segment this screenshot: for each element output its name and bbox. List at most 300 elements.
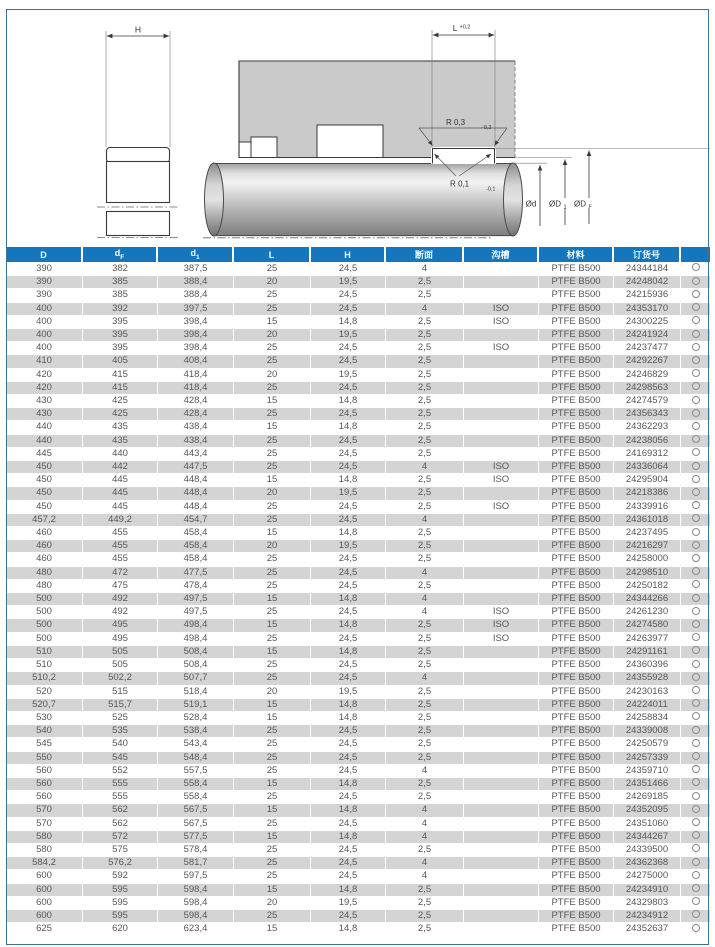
table-cell: [464, 698, 539, 711]
table-cell: 20: [234, 685, 311, 698]
table-cell: 24,5: [311, 447, 386, 460]
table-cell: 14,8: [311, 777, 386, 790]
table-cell: 24248042: [614, 275, 681, 288]
table-cell: 15: [234, 777, 311, 790]
table-row: [6, 407, 710, 420]
table-body: [6, 262, 710, 935]
table-cell: PTFE B500: [539, 618, 614, 631]
table-cell: 2,5: [386, 552, 464, 565]
availability-circle-icon: [692, 567, 700, 575]
table-cell: [464, 922, 539, 935]
table-row: [6, 764, 710, 777]
table-cell: 15: [234, 883, 311, 896]
table-cell: 19,5: [311, 685, 386, 698]
table-row: [6, 869, 710, 882]
availability-cell: [681, 434, 710, 447]
availability-circle-icon: [692, 488, 700, 496]
table-cell: 24274580: [614, 618, 681, 631]
seal-lower-section: [107, 212, 170, 236]
table-cell: 454,7: [158, 513, 234, 526]
table-cell: 25: [234, 302, 311, 315]
availability-cell: [681, 552, 710, 565]
table-row: [6, 328, 710, 341]
table-cell: 2,5: [386, 341, 464, 354]
table-cell: 2,5: [386, 328, 464, 341]
table-cell: 24224011: [614, 698, 681, 711]
table-cell: 24,5: [311, 909, 386, 922]
table-cell: 567,5: [158, 817, 234, 830]
table-cell: 14,8: [311, 830, 386, 843]
table-cell: 502,2: [83, 671, 158, 684]
availability-circle-icon: [692, 673, 700, 681]
availability-circle-icon: [692, 356, 700, 364]
dim-label-r03: R 0,3: [446, 118, 466, 127]
table-cell: 15: [234, 315, 311, 328]
table-cell: 15: [234, 645, 311, 658]
table-row: [6, 896, 710, 909]
availability-circle-icon: [692, 686, 700, 694]
table-cell: 581,7: [158, 856, 234, 869]
table-cell: 15: [234, 698, 311, 711]
table-cell: 557,5: [158, 764, 234, 777]
table-cell: ISO: [464, 618, 539, 631]
table-cell: PTFE B500: [539, 381, 614, 394]
table-cell: 24300225: [614, 315, 681, 328]
availability-cell: [681, 618, 710, 631]
table-cell: 2,5: [386, 777, 464, 790]
table-cell: 497,5: [158, 592, 234, 605]
table-cell: PTFE B500: [539, 368, 614, 381]
dim-label-dia-df-sub: F: [588, 204, 592, 211]
availability-cell: [681, 368, 710, 381]
table-cell: PTFE B500: [539, 843, 614, 856]
table-row: [6, 658, 710, 671]
table-cell: 520,7: [6, 698, 83, 711]
table-cell: 19,5: [311, 368, 386, 381]
table-cell: 24,5: [311, 262, 386, 275]
table-cell: PTFE B500: [539, 579, 614, 592]
table-cell: 24234912: [614, 909, 681, 922]
table-cell: 24336064: [614, 460, 681, 473]
table-cell: [464, 645, 539, 658]
table-cell: [464, 869, 539, 882]
availability-cell: [681, 354, 710, 367]
table-cell: 24298563: [614, 381, 681, 394]
table-cell: 20: [234, 275, 311, 288]
dim-label-h: H: [134, 24, 142, 35]
table-cell: 448,4: [158, 486, 234, 499]
table-cell: 24250182: [614, 579, 681, 592]
table-cell: [464, 856, 539, 869]
table-cell: 560: [6, 764, 83, 777]
size-table-container: [6, 247, 710, 935]
table-cell: 2,5: [386, 579, 464, 592]
table-cell: 20: [234, 328, 311, 341]
availability-cell: [681, 896, 710, 909]
table-cell: [464, 328, 539, 341]
column-header: L: [234, 247, 311, 262]
table-cell: 398,4: [158, 341, 234, 354]
table-cell: 24,5: [311, 843, 386, 856]
table-row: [6, 473, 710, 486]
technical-drawing: [0, 0, 715, 247]
table-cell: 24351060: [614, 817, 681, 830]
table-cell: 24246829: [614, 368, 681, 381]
availability-circle-icon: [692, 858, 700, 866]
dim-label-dia-d1-sub: 1: [563, 204, 567, 211]
availability-cell: [681, 790, 710, 803]
table-cell: 570: [6, 817, 83, 830]
table-cell: 500: [6, 618, 83, 631]
availability-circle-icon: [692, 633, 700, 641]
table-cell: 14,8: [311, 315, 386, 328]
table-cell: 24261230: [614, 605, 681, 618]
table-cell: 388,4: [158, 288, 234, 301]
availability-circle-icon: [692, 831, 700, 839]
table-cell: 24216297: [614, 539, 681, 552]
table-row: [6, 790, 710, 803]
table-cell: 480: [6, 566, 83, 579]
table-cell: 445: [6, 447, 83, 460]
table-cell: 24355928: [614, 671, 681, 684]
table-cell: 24269185: [614, 790, 681, 803]
table-cell: 24,5: [311, 302, 386, 315]
table-cell: 25: [234, 513, 311, 526]
availability-circle-icon: [692, 303, 700, 311]
table-cell: 25: [234, 658, 311, 671]
table-cell: 25: [234, 737, 311, 750]
table-cell: PTFE B500: [539, 632, 614, 645]
table-cell: 575: [83, 843, 158, 856]
table-cell: 455: [83, 539, 158, 552]
availability-cell: [681, 513, 710, 526]
table-cell: ISO: [464, 605, 539, 618]
table-cell: 24344184: [614, 262, 681, 275]
table-cell: 24169312: [614, 447, 681, 460]
table-cell: 500: [6, 592, 83, 605]
table-cell: 25: [234, 671, 311, 684]
table-cell: 2,5: [386, 394, 464, 407]
table-cell: 438,4: [158, 420, 234, 433]
availability-circle-icon: [692, 475, 700, 483]
table-cell: 24218386: [614, 486, 681, 499]
table-cell: 620: [83, 922, 158, 935]
table-cell: PTFE B500: [539, 354, 614, 367]
availability-circle-icon: [692, 554, 700, 562]
dim-label-l: L: [452, 24, 458, 33]
table-cell: [464, 394, 539, 407]
table-cell: 562: [83, 817, 158, 830]
table-cell: 4: [386, 830, 464, 843]
table-cell: 572: [83, 830, 158, 843]
column-header: [681, 247, 710, 262]
table-cell: 25: [234, 843, 311, 856]
table-cell: 2,5: [386, 500, 464, 513]
table-cell: [464, 685, 539, 698]
table-cell: [464, 539, 539, 552]
table-cell: 4: [386, 869, 464, 882]
table-row: [6, 354, 710, 367]
table-cell: 435: [83, 434, 158, 447]
table-cell: PTFE B500: [539, 592, 614, 605]
table-cell: 24258000: [614, 552, 681, 565]
availability-cell: [681, 751, 710, 764]
table-cell: 528,4: [158, 711, 234, 724]
table-cell: 425: [83, 407, 158, 420]
table-cell: [464, 288, 539, 301]
availability-circle-icon: [692, 330, 700, 338]
seal-profile-view: [97, 25, 179, 238]
table-cell: 448,4: [158, 473, 234, 486]
availability-cell: [681, 645, 710, 658]
table-row: [6, 381, 710, 394]
table-cell: 24,5: [311, 856, 386, 869]
table-cell: PTFE B500: [539, 420, 614, 433]
table-cell: PTFE B500: [539, 896, 614, 909]
table-cell: 440: [6, 434, 83, 447]
table-row: [6, 288, 710, 301]
availability-circle-icon: [692, 422, 700, 430]
availability-circle-icon: [692, 712, 700, 720]
table-cell: 24,5: [311, 817, 386, 830]
table-cell: PTFE B500: [539, 922, 614, 935]
availability-circle-icon: [692, 660, 700, 668]
availability-cell: [681, 394, 710, 407]
table-cell: 385: [83, 275, 158, 288]
table-cell: 2,5: [386, 737, 464, 750]
table-cell: 558,4: [158, 790, 234, 803]
shaft-end-cap-right: [504, 163, 523, 236]
table-cell: [464, 751, 539, 764]
table-cell: 598,4: [158, 909, 234, 922]
table-cell: 400: [6, 341, 83, 354]
table-cell: 15: [234, 711, 311, 724]
availability-cell: [681, 658, 710, 671]
availability-circle-icon: [692, 778, 700, 786]
table-cell: 4: [386, 803, 464, 816]
table-row: [6, 500, 710, 513]
table-cell: 555: [83, 777, 158, 790]
table-cell: 14,8: [311, 526, 386, 539]
availability-circle-icon: [692, 290, 700, 298]
table-cell: PTFE B500: [539, 513, 614, 526]
table-cell: 24230163: [614, 685, 681, 698]
table-cell: 24291161: [614, 645, 681, 658]
table-cell: 530: [6, 711, 83, 724]
table-cell: 2,5: [386, 275, 464, 288]
table-cell: 24,5: [311, 354, 386, 367]
table-cell: 24,5: [311, 790, 386, 803]
availability-cell: [681, 328, 710, 341]
table-cell: PTFE B500: [539, 883, 614, 896]
table-cell: 14,8: [311, 618, 386, 631]
table-cell: 24361018: [614, 513, 681, 526]
table-row: [6, 883, 710, 896]
availability-circle-icon: [692, 501, 700, 509]
availability-cell: [681, 671, 710, 684]
table-cell: PTFE B500: [539, 803, 614, 816]
table-cell: PTFE B500: [539, 262, 614, 275]
table-cell: 24238056: [614, 434, 681, 447]
table-row: [6, 698, 710, 711]
table-cell: 600: [6, 896, 83, 909]
table-cell: 450: [6, 473, 83, 486]
availability-circle-icon: [692, 382, 700, 390]
table-cell: 2,5: [386, 486, 464, 499]
availability-circle-icon: [692, 435, 700, 443]
table-cell: 480: [6, 579, 83, 592]
table-cell: 14,8: [311, 711, 386, 724]
table-cell: 495: [83, 632, 158, 645]
table-cell: 595: [83, 896, 158, 909]
table-cell: 584,2: [6, 856, 83, 869]
table-cell: 14,8: [311, 645, 386, 658]
table-cell: 24,5: [311, 764, 386, 777]
table-cell: 2,5: [386, 420, 464, 433]
table-cell: 420: [6, 381, 83, 394]
table-cell: 19,5: [311, 328, 386, 341]
table-cell: 598,4: [158, 896, 234, 909]
table-cell: [464, 420, 539, 433]
table-cell: 14,8: [311, 883, 386, 896]
table-cell: 388,4: [158, 275, 234, 288]
table-cell: PTFE B500: [539, 407, 614, 420]
availability-cell: [681, 420, 710, 433]
table-cell: 2,5: [386, 407, 464, 420]
column-header: $d_1$: [158, 247, 234, 262]
availability-cell: [681, 275, 710, 288]
table-cell: 2,5: [386, 896, 464, 909]
availability-circle-icon: [692, 541, 700, 549]
table-cell: PTFE B500: [539, 302, 614, 315]
table-cell: 2,5: [386, 288, 464, 301]
seal-body: [107, 162, 170, 203]
table-cell: [464, 737, 539, 750]
table-cell: 560: [6, 777, 83, 790]
table-cell: 20: [234, 368, 311, 381]
availability-cell: [681, 711, 710, 724]
table-cell: 382: [83, 262, 158, 275]
table-cell: 498,4: [158, 618, 234, 631]
availability-circle-icon: [692, 805, 700, 813]
table-row: [6, 618, 710, 631]
table-row: [6, 922, 710, 935]
housing-block: [239, 61, 516, 165]
availability-cell: [681, 592, 710, 605]
availability-circle-icon: [692, 818, 700, 826]
table-cell: 19,5: [311, 275, 386, 288]
table-cell: PTFE B500: [539, 724, 614, 737]
table-row: [6, 803, 710, 816]
table-cell: 458,4: [158, 552, 234, 565]
availability-circle-icon: [692, 448, 700, 456]
table-cell: 600: [6, 869, 83, 882]
table-cell: 24215936: [614, 288, 681, 301]
table-cell: 449,2: [83, 513, 158, 526]
size-table: [6, 247, 710, 935]
table-cell: PTFE B500: [539, 526, 614, 539]
table-cell: 24329803: [614, 896, 681, 909]
table-row: [6, 605, 710, 618]
table-cell: PTFE B500: [539, 275, 614, 288]
table-cell: 2,5: [386, 473, 464, 486]
table-cell: 19,5: [311, 486, 386, 499]
table-cell: 2,5: [386, 790, 464, 803]
dim-label-dia-df: ØD: [574, 199, 586, 209]
table-cell: PTFE B500: [539, 500, 614, 513]
table-row: [6, 486, 710, 499]
table-cell: 492: [83, 592, 158, 605]
table-cell: 600: [6, 909, 83, 922]
availability-cell: [681, 381, 710, 394]
table-cell: 25: [234, 632, 311, 645]
availability-circle-icon: [692, 620, 700, 628]
availability-cell: [681, 764, 710, 777]
table-cell: 410: [6, 354, 83, 367]
table-row: [6, 513, 710, 526]
table-cell: PTFE B500: [539, 552, 614, 565]
table-cell: [464, 790, 539, 803]
table-cell: 24344267: [614, 830, 681, 843]
table-cell: 25: [234, 751, 311, 764]
table-cell: 24,5: [311, 724, 386, 737]
table-cell: PTFE B500: [539, 777, 614, 790]
table-cell: 545: [6, 737, 83, 750]
table-cell: 14,8: [311, 420, 386, 433]
table-cell: 457,2: [6, 513, 83, 526]
table-row: [6, 830, 710, 843]
table-cell: 24,5: [311, 751, 386, 764]
availability-cell: [681, 302, 710, 315]
table-cell: PTFE B500: [539, 341, 614, 354]
availability-circle-icon: [692, 343, 700, 351]
table-cell: ISO: [464, 315, 539, 328]
table-cell: 450: [6, 460, 83, 473]
table-cell: 2,5: [386, 922, 464, 935]
table-cell: 4: [386, 302, 464, 315]
table-cell: 450: [6, 500, 83, 513]
column-header: 断面: [386, 247, 464, 262]
table-cell: 25: [234, 552, 311, 565]
availability-cell: [681, 566, 710, 579]
table-cell: 385: [83, 288, 158, 301]
dim-label-dia-d1: ØD: [549, 199, 561, 209]
table-row: [6, 856, 710, 869]
table-cell: 425: [83, 394, 158, 407]
table-cell: 15: [234, 526, 311, 539]
table-cell: 24258834: [614, 711, 681, 724]
table-cell: 25: [234, 605, 311, 618]
availability-cell: [681, 341, 710, 354]
table-cell: ISO: [464, 632, 539, 645]
table-cell: 552: [83, 764, 158, 777]
availability-circle-icon: [692, 580, 700, 588]
table-row: [6, 737, 710, 750]
table-cell: [464, 262, 539, 275]
table-cell: PTFE B500: [539, 909, 614, 922]
availability-circle-icon: [692, 316, 700, 324]
table-cell: 458,4: [158, 539, 234, 552]
table-cell: 420: [6, 368, 83, 381]
table-cell: PTFE B500: [539, 473, 614, 486]
availability-circle-icon: [692, 514, 700, 522]
availability-cell: [681, 473, 710, 486]
table-cell: 510: [6, 645, 83, 658]
table-cell: 497,5: [158, 605, 234, 618]
table-cell: 510,2: [6, 671, 83, 684]
table-row: [6, 341, 710, 354]
installation-view: [203, 24, 710, 238]
